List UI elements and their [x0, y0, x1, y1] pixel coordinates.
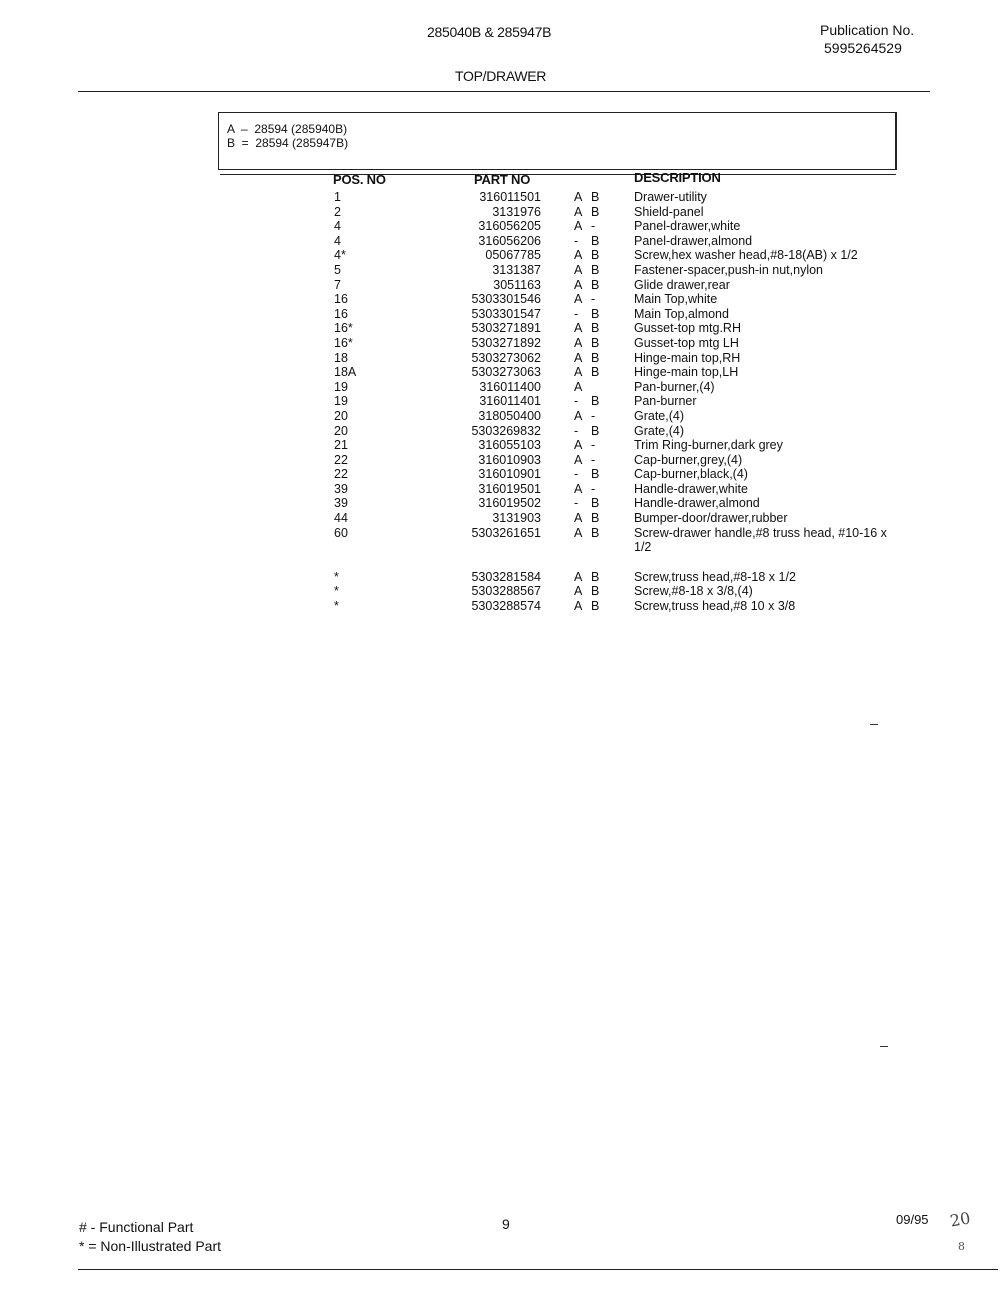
- part-row: [0, 234, 1000, 249]
- part-pos: 7: [334, 277, 341, 292]
- model-b-flag: B: [591, 204, 600, 219]
- model-a-flag: A: [574, 598, 583, 613]
- model-a-flag: A: [574, 584, 583, 599]
- handwritten-note: 20: [948, 1208, 972, 1231]
- part-row: [0, 496, 1000, 511]
- handwritten-note-sub: 8: [958, 1240, 965, 1253]
- part-number: 5303273063: [471, 365, 541, 380]
- part-description: Glide drawer,rear: [634, 277, 730, 292]
- model-a-flag: A: [574, 204, 583, 219]
- part-pos: *: [334, 598, 339, 613]
- part-number: 316011401: [479, 394, 541, 409]
- part-description: Pan-burner,(4): [634, 379, 715, 394]
- part-row: [0, 351, 1000, 366]
- stray-mark: [880, 1046, 888, 1047]
- model-b-flag: B: [591, 423, 600, 438]
- part-row: [0, 205, 1000, 220]
- part-row: [0, 278, 1000, 293]
- model-a-flag: A: [574, 365, 583, 380]
- model-a-flag: A: [574, 525, 583, 540]
- part-row: [0, 292, 1000, 307]
- part-description: Drawer-utility: [634, 190, 707, 204]
- model-b-flag: -: [591, 292, 596, 307]
- part-row: [0, 365, 1000, 380]
- part-pos: 39: [334, 481, 348, 496]
- part-description: Hinge-main top,LH: [634, 365, 739, 380]
- part-pos: 19: [334, 379, 348, 394]
- part-pos: 16*: [334, 321, 353, 336]
- model-numbers: 285040B & 285947B: [427, 24, 552, 40]
- part-row: [0, 380, 1000, 395]
- part-pos: 19: [334, 394, 348, 409]
- part-number: 5303301546: [471, 292, 541, 307]
- model-a-flag: A: [574, 569, 583, 584]
- part-pos: 18: [334, 350, 348, 365]
- part-pos: 4*: [334, 248, 346, 263]
- part-row: [0, 526, 1000, 555]
- model-b-flag: B: [591, 190, 600, 204]
- part-pos: 2: [334, 204, 341, 219]
- part-description: Cap-burner,black,(4): [634, 467, 748, 482]
- model-a-flag: A: [574, 262, 583, 277]
- section-title: TOP/DRAWER: [455, 68, 547, 84]
- part-pos: 16*: [334, 335, 353, 350]
- part-description: Handle-drawer,white: [634, 481, 748, 496]
- part-pos: *: [334, 569, 339, 584]
- legend-line-a: A – 28594 (285940B): [227, 122, 348, 136]
- part-pos: 20: [334, 423, 348, 438]
- stray-mark: [870, 724, 878, 725]
- model-b-flag: B: [591, 598, 600, 613]
- part-pos: 4: [334, 219, 341, 234]
- part-pos: 60: [334, 525, 348, 540]
- part-number: 316055103: [478, 438, 541, 453]
- part-description: Screw,truss head,#8 10 x 3/8: [634, 598, 796, 613]
- model-a-flag: A: [574, 335, 583, 350]
- part-description: Screw-drawer handle,#8 truss head, #10-16 x 1/2: [634, 525, 887, 555]
- model-a-flag: A: [574, 292, 583, 307]
- part-row: [0, 438, 1000, 453]
- part-pos: 5: [334, 262, 341, 277]
- part-pos: 1: [334, 190, 341, 204]
- part-row: [0, 453, 1000, 468]
- part-number: 5303269832: [471, 423, 541, 438]
- model-a-flag: A: [574, 277, 583, 292]
- part-pos: 20: [334, 408, 348, 423]
- part-description: Screw,hex washer head,#8-18(AB) x 1/2: [634, 248, 858, 263]
- legend-divider: [220, 174, 896, 175]
- model-b-flag: B: [591, 233, 600, 248]
- part-description: Hinge-main top,RH: [634, 350, 741, 365]
- model-b-flag: B: [591, 335, 600, 350]
- publication-label: Publication No.: [820, 22, 915, 38]
- part-row: [0, 336, 1000, 351]
- model-a-flag: A: [574, 248, 583, 263]
- model-b-flag: -: [591, 481, 596, 496]
- model-b-flag: B: [591, 262, 600, 277]
- part-description: Pan-burner: [634, 394, 697, 409]
- model-a-flag: -: [574, 467, 579, 482]
- parts-list: [0, 190, 1000, 613]
- part-number: 3051163: [493, 277, 541, 292]
- part-description: Screw,#8-18 x 3/8,(4): [634, 584, 753, 599]
- part-description: Main Top,almond: [634, 306, 729, 321]
- model-a-flag: A: [574, 452, 583, 467]
- legend-line-b: B = 28594 (285947B): [227, 136, 349, 150]
- part-pos: 44: [334, 511, 348, 526]
- part-description: Trim Ring-burner,dark grey: [634, 438, 783, 453]
- description-header: DESCRIPTION: [634, 170, 721, 185]
- part-number: 3131387: [492, 262, 541, 277]
- part-row: [0, 584, 1000, 599]
- part-description: Panel-drawer,almond: [634, 233, 753, 248]
- model-b-flag: -: [591, 438, 596, 453]
- model-b-flag: B: [591, 584, 600, 599]
- model-b-flag: -: [591, 452, 596, 467]
- part-number: 05067785: [485, 248, 541, 263]
- part-row: [0, 482, 1000, 497]
- model-a-flag: A: [574, 511, 583, 526]
- model-b-flag: B: [591, 306, 600, 321]
- revision-date: 09/95: [896, 1212, 929, 1227]
- part-number: 5303261651: [471, 525, 541, 540]
- model-b-flag: B: [591, 496, 600, 511]
- footer-divider: [78, 1269, 998, 1270]
- model-b-flag: B: [591, 350, 600, 365]
- part-number: 3131976: [492, 204, 541, 219]
- part-pos: 39: [334, 496, 348, 511]
- part-number: 316010901: [478, 467, 541, 482]
- model-b-flag: -: [591, 219, 596, 234]
- part-number: 5303271891: [471, 321, 541, 336]
- model-b-flag: B: [591, 511, 600, 526]
- part-pos: 21: [334, 438, 348, 453]
- part-row: [0, 321, 1000, 336]
- model-b-flag: B: [591, 569, 600, 584]
- part-row: [0, 467, 1000, 482]
- part-number: 5303288574: [471, 598, 541, 613]
- model-b-flag: B: [591, 321, 600, 336]
- part-description: Grate,(4): [634, 408, 685, 423]
- part-row: [0, 570, 1000, 585]
- part-description: Shield-panel: [634, 204, 704, 219]
- part-row: [0, 263, 1000, 278]
- part-number: 5303281584: [471, 569, 541, 584]
- model-legend-box: [218, 112, 897, 170]
- part-number: 5303271892: [471, 335, 541, 350]
- model-a-flag: A: [574, 379, 583, 394]
- part-row: [0, 511, 1000, 526]
- part-row: [0, 599, 1000, 614]
- part-number: 3131903: [492, 511, 541, 526]
- part-pos: 16: [334, 292, 348, 307]
- part-row: [0, 394, 1000, 409]
- part-pos: *: [334, 584, 339, 599]
- part-row: [0, 219, 1000, 234]
- part-description: Main Top,white: [634, 292, 718, 307]
- page-number: 9: [502, 1216, 510, 1232]
- model-b-flag: B: [591, 394, 600, 409]
- part-row: [0, 190, 1000, 205]
- part-description: Bumper-door/drawer,rubber: [634, 511, 788, 526]
- model-a-flag: -: [574, 496, 579, 511]
- part-description: Gusset-top mtg LH: [634, 335, 739, 350]
- model-b-flag: B: [591, 467, 600, 482]
- model-b-flag: -: [591, 408, 596, 423]
- model-b-flag: B: [591, 248, 600, 263]
- part-number: 316056206: [478, 233, 541, 248]
- part-pos: 18A: [334, 365, 357, 380]
- part-number: 316011501: [479, 190, 541, 204]
- model-a-flag: A: [574, 219, 583, 234]
- model-a-flag: -: [574, 233, 579, 248]
- part-row: [0, 424, 1000, 439]
- model-b-flag: B: [591, 365, 600, 380]
- model-a-flag: A: [574, 321, 583, 336]
- part-number: 318050400: [478, 408, 541, 423]
- part-pos: 22: [334, 452, 348, 467]
- model-a-flag: A: [574, 481, 583, 496]
- model-b-flag: B: [591, 525, 600, 540]
- part-description: Cap-burner,grey,(4): [634, 452, 743, 467]
- model-a-flag: A: [574, 350, 583, 365]
- pos-no-header: POS. NO: [333, 172, 386, 187]
- model-a-flag: A: [574, 408, 583, 423]
- part-row: [0, 409, 1000, 424]
- part-description: Handle-drawer,almond: [634, 496, 760, 511]
- model-a-flag: -: [574, 306, 579, 321]
- part-row: [0, 248, 1000, 263]
- part-description: Gusset-top mtg.RH: [634, 321, 741, 336]
- non-illustrated-part-note: * = Non-Illustrated Part: [79, 1238, 222, 1254]
- part-number: 5303273062: [471, 350, 541, 365]
- part-no-header: PART NO: [474, 172, 531, 187]
- part-number: 5303301547: [471, 306, 541, 321]
- functional-part-note: # - Functional Part: [79, 1219, 194, 1235]
- part-number: 316019502: [478, 496, 541, 511]
- model-a-flag: A: [574, 438, 583, 453]
- model-b-flag: B: [591, 277, 600, 292]
- part-pos: 22: [334, 467, 348, 482]
- part-description: Fastener-spacer,push-in nut,nylon: [634, 262, 823, 277]
- part-pos: 4: [334, 233, 341, 248]
- part-row: [0, 307, 1000, 322]
- part-number: 316011400: [479, 379, 541, 394]
- part-number: 316019501: [478, 481, 541, 496]
- part-description: Screw,truss head,#8-18 x 1/2: [634, 569, 796, 584]
- part-pos: 16: [334, 306, 348, 321]
- part-number: 5303288567: [471, 584, 541, 599]
- part-number: 316010903: [478, 452, 541, 467]
- model-a-flag: A: [574, 190, 583, 204]
- publication-number: 5995264529: [824, 40, 902, 56]
- part-description: Panel-drawer,white: [634, 219, 741, 234]
- part-number: 316056205: [478, 219, 541, 234]
- model-a-flag: -: [574, 394, 579, 409]
- header-divider: [78, 91, 930, 92]
- part-description: Grate,(4): [634, 423, 685, 438]
- model-a-flag: -: [574, 423, 579, 438]
